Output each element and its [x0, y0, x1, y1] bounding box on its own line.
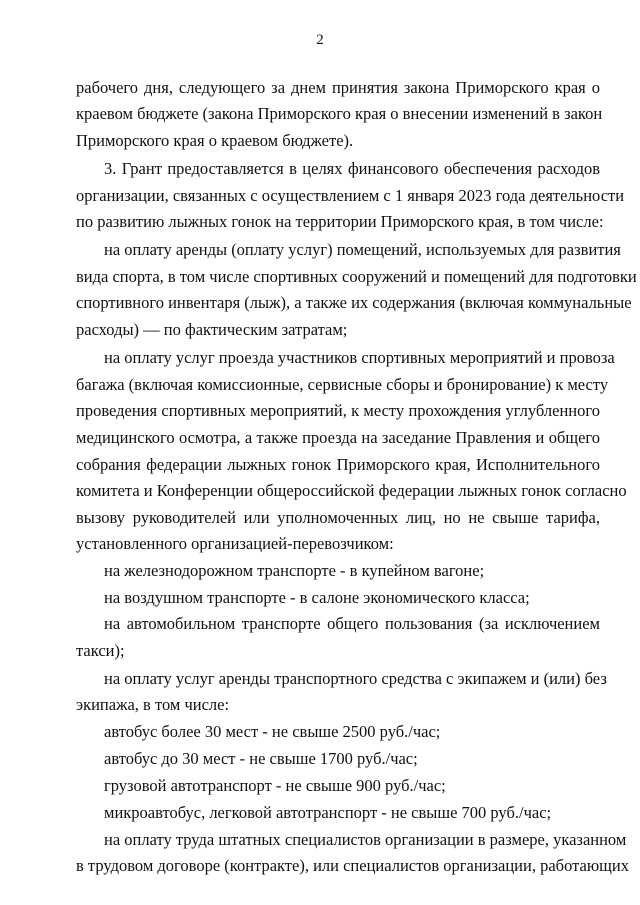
- text-line: багажа (включая комиссионные, сервисные сборы и бронирование) к месту: [76, 375, 609, 394]
- paragraph-first-line: 3. Грант предоставляется в целях финансового обеспечения расходов: [104, 159, 600, 178]
- text-line: по развитию лыжных гонок на территории Приморского края, в том числе:: [76, 212, 604, 231]
- paragraph-first-line: на железнодорожном транспорте - в купейном вагоне;: [104, 561, 485, 580]
- text-line: такси);: [76, 641, 125, 660]
- paragraph-first-line: на автомобильном транспорте общего пользования (за исключением: [104, 614, 600, 633]
- text-line: медицинского осмотра, а также проезда на заседание Правления и общего: [76, 428, 600, 447]
- text-line: организации, связанных с осуществлением с 1 января 2023 года деятельности: [76, 186, 625, 205]
- paragraph-first-line: автобус более 30 мест - не свыше 2500 руб./час;: [104, 722, 441, 741]
- paragraph-first-line: микроавтобус, легковой автотранспорт - не свыше 700 руб./час;: [104, 803, 552, 822]
- text-line: спортивного инвентаря (лыж), а также их содержания (включая коммунальные: [76, 293, 632, 312]
- text-line: проведения спортивных мероприятий, к месту прохождения углубленного: [76, 401, 600, 420]
- paragraph-first-line: на воздушном транспорте - в салоне экономического класса;: [104, 588, 530, 607]
- paragraph-first-line: на оплату услуг аренды транспортного средства с экипажем и (или) без: [104, 669, 607, 688]
- paragraph-first-line: автобус до 30 мест - не свыше 1700 руб./час;: [104, 749, 418, 768]
- text-line: комитета и Конференции общероссийской федерации лыжных гонок согласно: [76, 481, 627, 500]
- paragraph-first-line: на оплату труда штатных специалистов организации в размере, указанном: [104, 830, 627, 849]
- paragraph-first-line: на оплату услуг проезда участников спортивных мероприятий и провоза: [104, 348, 615, 367]
- text-line: Приморского края о краевом бюджете).: [76, 131, 354, 150]
- page-number: 2: [316, 32, 324, 48]
- paragraph-first-line: грузовой автотранспорт - не свыше 900 руб./час;: [104, 776, 446, 795]
- text-line: в трудовом договоре (контракте), или специалистов организации, работающих: [76, 856, 629, 875]
- text-line: вида спорта, в том числе спортивных сооружений и помещений для подготовки: [76, 267, 637, 286]
- text-line: экипажа, в том числе:: [76, 695, 230, 714]
- text-line: расходы) — по фактическим затратам;: [76, 320, 348, 339]
- text-line: краевом бюджете (закона Приморского края о внесении изменений в закон: [76, 104, 603, 123]
- text-line: установленного организацией-перевозчиком:: [76, 534, 394, 553]
- text-line: вызову руководителей или уполномоченных лиц, но не свыше тарифа,: [76, 508, 600, 527]
- text-line: собрания федерации лыжных гонок Приморского края, Исполнительного: [76, 455, 600, 474]
- paragraph-first-line: на оплату аренды (оплату услуг) помещений, используемых для развития: [104, 240, 621, 259]
- text-line: рабочего дня, следующего за днем принятия закона Приморского края о: [76, 78, 600, 97]
